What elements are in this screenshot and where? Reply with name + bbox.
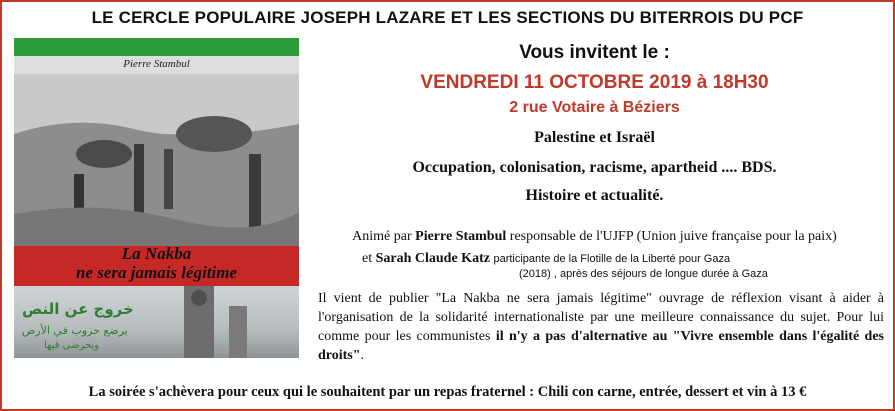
speaker-2-desc-cont: (2018) , après des séjours de longue durée à Gaza bbox=[519, 268, 768, 280]
topic-2: Occupation, colonisation, racisme, apartheid .... BDS. bbox=[412, 159, 777, 176]
cover-arabic-graffiti: خروج عن النص bbox=[22, 300, 134, 318]
cover-author: Pierre Stambul bbox=[123, 58, 190, 70]
book-cover bbox=[14, 38, 299, 358]
speaker-line-2 bbox=[362, 251, 832, 267]
cover-title bbox=[14, 244, 299, 282]
topic-3: Histoire et actualité. bbox=[525, 187, 664, 204]
speaker-2-name: Sarah Claude Katz bbox=[375, 251, 490, 266]
organizer-header: LE CERCLE POPULAIRE JOSEPH LAZARE ET LES SECTIONS DU BITERROIS DU PCF bbox=[91, 8, 804, 27]
cover-title-line2: ne sera jamais légitime bbox=[75, 263, 238, 282]
cover-photo-refugees bbox=[14, 74, 299, 246]
event-date: VENDREDI 11 OCTOBRE 2019 à 18H30 bbox=[420, 72, 769, 93]
description-text: Il vient de publier "La Nakba ne sera jamais légitime" ouvrage de réflexion visant à aider à l'organisation de la solidarité internationaliste par une meilleure connaissance du sujet. Pour lui comme pour les communistes bbox=[318, 291, 884, 344]
invite-line: Vous invitent le : bbox=[519, 42, 670, 63]
cover-arabic-sub2: ويحرضى فيها bbox=[44, 340, 100, 351]
refugees-photo-icon bbox=[14, 74, 299, 246]
speaker-line-1 bbox=[302, 229, 887, 245]
event-address: 2 rue Votaire à Béziers bbox=[509, 99, 680, 116]
description-bold: il n'y a pas d'alternative au "Vivre ensemble dans l'égalité des droits" bbox=[318, 329, 884, 363]
speaker-2-desc: participante de la Flotille de la Liberté pour Gaza bbox=[493, 253, 731, 265]
description-end: . bbox=[360, 348, 365, 363]
cover-arabic-sub: يرضع حروب في الأرض bbox=[22, 324, 128, 337]
speaker-1-desc: responsable de l'UJFP (Union juive française pour la paix) bbox=[509, 229, 837, 244]
cover-title-line1: La Nakba bbox=[121, 244, 192, 263]
dinner-info: La soirée s'achèvera pour ceux qui le souhaitent par un repas fraternel : Chili con carne, entrée, dessert et vin à 13 € bbox=[88, 384, 807, 400]
animation-prefix: Animé par bbox=[352, 229, 412, 244]
animation-conj: et bbox=[362, 251, 373, 266]
book-description bbox=[318, 289, 884, 365]
topic-1: Palestine et Israël bbox=[534, 129, 655, 146]
cover-green-band bbox=[14, 38, 299, 56]
speaker-1-name: Pierre Stambul bbox=[415, 229, 507, 244]
